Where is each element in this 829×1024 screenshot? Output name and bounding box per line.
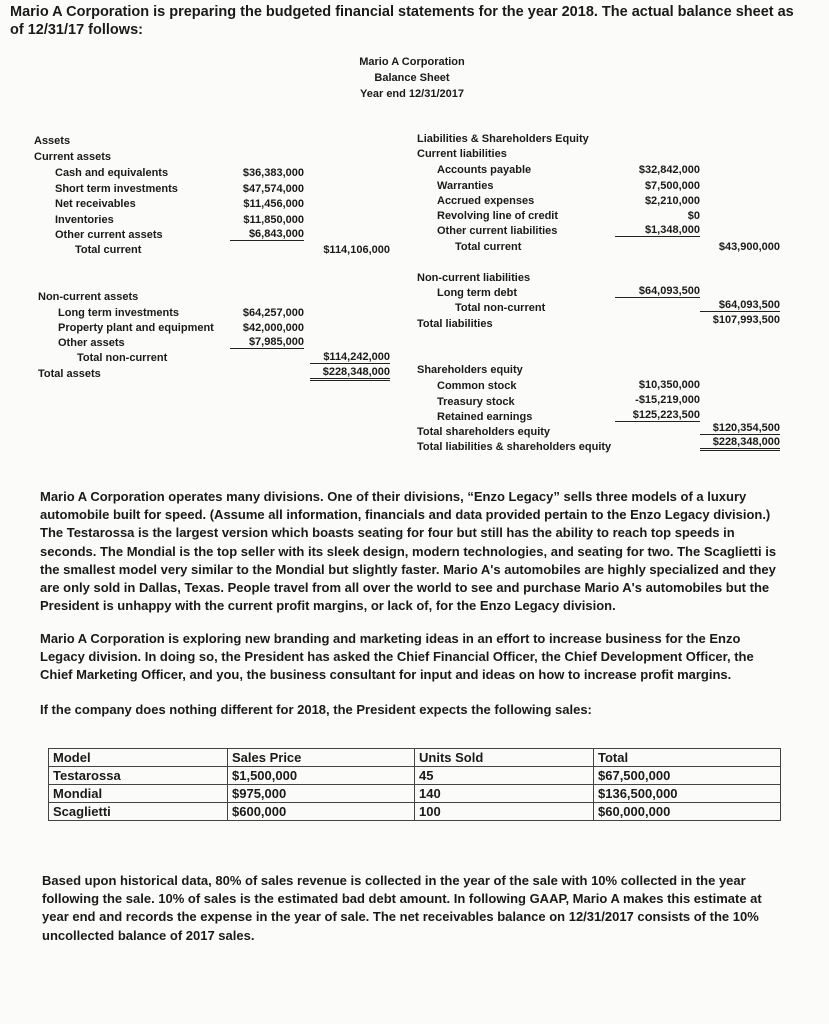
asset-value: $64,257,000: [242, 307, 304, 319]
total-equity-value: $120,354,500: [700, 422, 780, 435]
asset-value: $42,000,000: [242, 322, 304, 334]
table-cell: Mondial: [49, 785, 228, 803]
total-noncurrent-liabilities-label: Total non-current: [455, 302, 546, 314]
asset-value: $6,843,000: [230, 228, 304, 241]
company-name: Mario A Corporation: [359, 56, 465, 68]
long-term-debt-label: Long term debt: [437, 287, 518, 299]
liability-value: $1,348,000: [615, 224, 700, 237]
equity-value: $10,350,000: [638, 379, 700, 391]
liability-value: $7,500,000: [644, 180, 700, 192]
total-liabilities-value: $107,993,500: [712, 314, 780, 326]
asset-label: Long term investments: [58, 307, 180, 319]
liability-value: $0: [687, 210, 700, 222]
total-current-liabilities-value: $43,900,000: [718, 241, 780, 253]
asset-label: Other assets: [58, 337, 125, 349]
equity-label: Common stock: [437, 380, 517, 392]
total-liabilities-equity-label: Total liabilities & shareholders equity: [417, 441, 612, 453]
total-current-assets-value: $114,106,000: [323, 244, 390, 256]
header-cell: Units Sold: [415, 749, 594, 767]
header-cell: Total: [594, 749, 781, 767]
table-cell: 45: [415, 767, 594, 785]
liability-label: Accounts payable: [437, 164, 532, 176]
noncurrent-assets-header: Non-current assets: [38, 291, 139, 303]
table-cell: 140: [415, 785, 594, 803]
statement-title: Balance Sheet: [374, 72, 450, 84]
total-current-liabilities-label: Total current: [455, 241, 522, 253]
statement-period: Year end 12/31/2017: [360, 88, 464, 100]
liability-label: Warranties: [437, 180, 494, 192]
asset-value: $11,850,000: [243, 214, 304, 226]
sales-table: [48, 748, 781, 821]
total-liabilities-label: Total liabilities: [417, 318, 493, 330]
asset-label: Short term investments: [55, 183, 178, 195]
liability-label: Other current liabilities: [437, 225, 558, 237]
table-cell: $67,500,000: [594, 767, 781, 785]
liability-label: Revolving line of credit: [437, 210, 559, 222]
total-assets-value: $228,348,000: [310, 366, 390, 381]
total-current-assets-label: Total current: [75, 244, 142, 256]
asset-label: Cash and equivalents: [55, 167, 169, 179]
current-assets-header: Current assets: [34, 151, 112, 163]
asset-value: $11,456,000: [243, 198, 304, 210]
current-liabilities-header: Current liabilities: [417, 148, 507, 160]
asset-value: $47,574,000: [242, 183, 304, 195]
table-cell: $600,000: [228, 803, 415, 821]
table-cell: Scaglietti: [49, 803, 228, 821]
total-liabilities-equity-value: $228,348,000: [700, 436, 780, 451]
asset-label: Property plant and equipment: [58, 322, 214, 334]
asset-value: $36,383,000: [242, 167, 304, 179]
long-term-debt-value: $64,093,500: [615, 285, 700, 298]
total-assets-label: Total assets: [38, 368, 101, 380]
noncurrent-liabilities-header: Non-current liabilities: [417, 272, 531, 284]
total-noncurrent-liabilities-value: $64,093,500: [700, 299, 780, 312]
division-description: Mario A Corporation operates many divisions. One of their divisions, “Enzo Legacy” sells three models of a luxury automobile built for speed. (Assume all information, financials and data provided pertain to the Enzo Legacy division.) The Testarossa is the largest version which boasts seating for four but still has the ability to reach top speeds in seconds. The Mondial is the top seller with its sleek design, modern technologies, and seating for two. The Scaglietti is the smallest model very similar to the Mondial but slightly faster. Mario A's automobiles are highly specialized and they are only sold in Dallas, Texas. People travel from all over the world to see and purchase Mario A's automobiles but the President is unhappy with the current profit margins, or lack of, for the Enzo Legacy division.: [40, 489, 777, 614]
table-header-row: [49, 749, 781, 767]
table-cell: $136,500,000: [594, 785, 781, 803]
liability-value: $2,210,000: [644, 195, 700, 207]
equity-label: Treasury stock: [437, 396, 515, 408]
equity-label: Retained earnings: [437, 411, 533, 423]
asset-label: Inventories: [55, 214, 114, 226]
table-row: [49, 767, 781, 785]
collection-paragraph: Based upon historical data, 80% of sales revenue is collected in the year of the sale with 10% collected in the year following the sale. 10% of sales is the estimated bad debt amount. In following GAAP, Mario A makes this estimate at year end and records the expense in the year of sale. The net receivables balance on 12/31/2017 consists of the 10% uncollected balance of 2017 sales.: [42, 873, 762, 943]
intro-text: Mario A Corporation is preparing the budgeted financial statements for the year 2018. The actual balance sheet as of 12/31/17 follows:: [10, 4, 794, 38]
asset-label: Other current assets: [55, 229, 163, 241]
liability-value: $32,842,000: [638, 164, 700, 176]
total-equity-label: Total shareholders equity: [417, 426, 551, 438]
table-row: [49, 803, 781, 821]
total-noncurrent-assets-value: $114,242,000: [310, 351, 390, 364]
equity-value: -$15,219,000: [635, 394, 700, 406]
header-cell: Sales Price: [228, 749, 415, 767]
table-row: [49, 785, 781, 803]
table-cell: Testarossa: [49, 767, 228, 785]
header-cell: Model: [49, 749, 228, 767]
table-cell: $1,500,000: [228, 767, 415, 785]
total-noncurrent-assets-label: Total non-current: [77, 352, 168, 364]
table-cell: $60,000,000: [594, 803, 781, 821]
table-cell: 100: [415, 803, 594, 821]
asset-value: $7,985,000: [230, 336, 304, 349]
asset-label: Net receivables: [55, 198, 136, 210]
equity-value: $125,223,500: [615, 409, 700, 422]
sales-intro: If the company does nothing different for 2018, the President expects the following sales:: [40, 702, 592, 717]
branding-paragraph: Mario A Corporation is exploring new branding and marketing ideas in an effort to increase business for the Enzo Legacy division. In doing so, the President has asked the Chief Financial Officer, the Chief Development Officer, the Chief Marketing Officer, and you, the business consultant for input and ideas on how to increase profit margins.: [40, 631, 754, 683]
assets-header: Assets: [34, 135, 71, 147]
liability-label: Accrued expenses: [437, 195, 535, 207]
liabilities-equity-header: Liabilities & Shareholders Equity: [417, 133, 589, 145]
table-cell: $975,000: [228, 785, 415, 803]
equity-header: Shareholders equity: [417, 364, 523, 376]
